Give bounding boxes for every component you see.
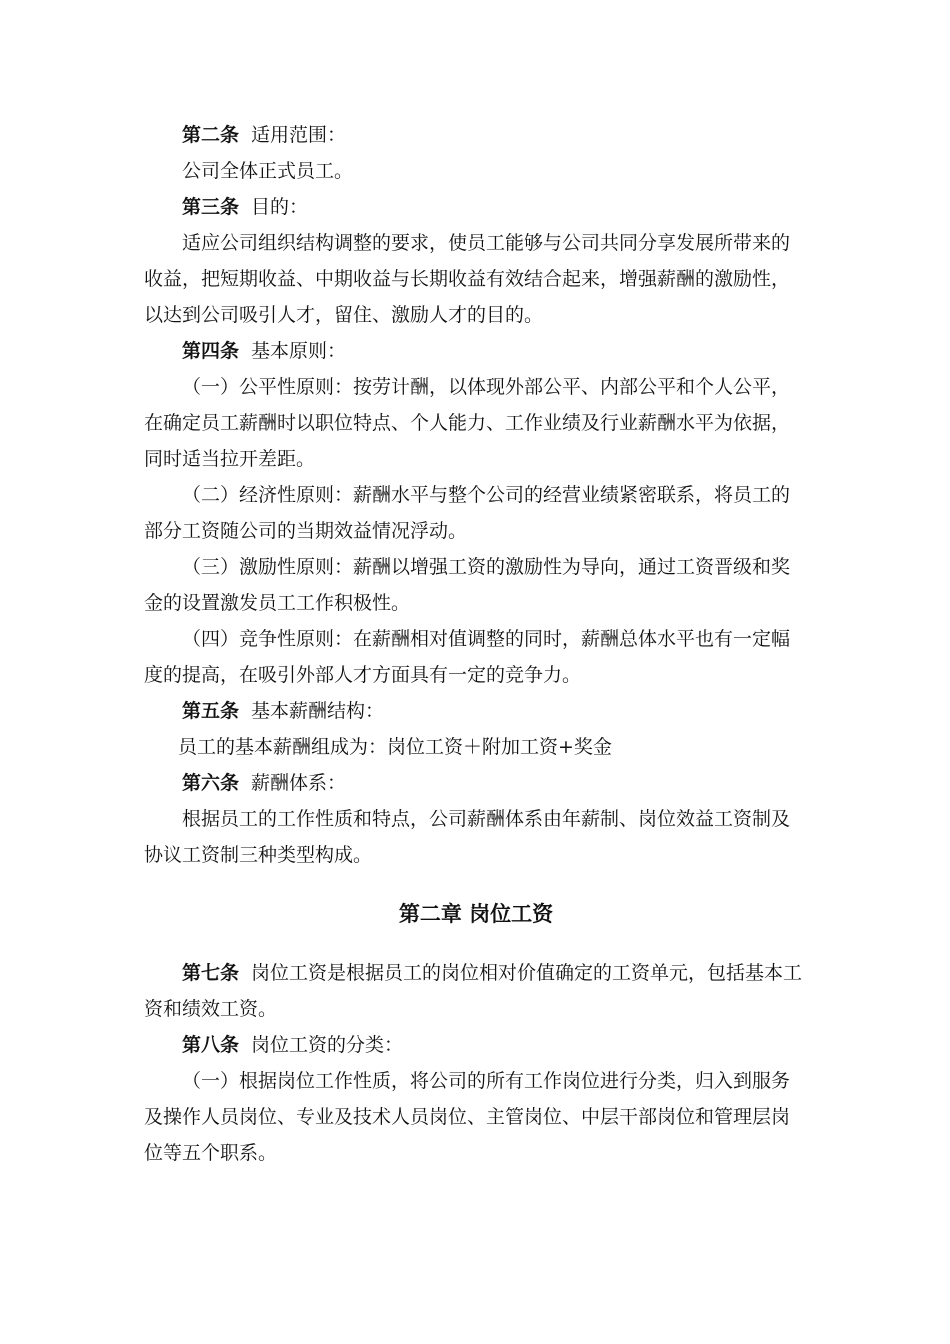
economy-principle-paragraph: （二）经济性原则：薪酬水平与整个公司的经营业绩紧密联系，将员工的部分工资随公司的当期效益情况浮动。	[144, 484, 791, 542]
article-7-label: 第七条	[182, 962, 240, 984]
article-7-paragraph	[144, 955, 808, 1027]
article-5-label: 第五条	[182, 700, 240, 722]
purpose-paragraph: 适应公司组织结构调整的要求，使员工能够与公司共同分享发展所带来的收益，把短期收益、中期收益与长期收益有效结合起来，增强薪酬的激励性，以达到公司吸引人才，留住、激励人才的目的。	[144, 232, 791, 326]
chapter-2-title: 第二章 岗位工资	[398, 901, 554, 926]
fairness-principle-paragraph: （一）公平性原则：按劳计酬，以体现外部公平、内部公平和个人公平，在确定员工薪酬时以职位特点、个人能力、工作业绩及行业薪酬水平为依据，同时适当拉开差距。	[144, 376, 791, 470]
article-8-title: 岗位工资的分类：	[251, 1034, 404, 1056]
article-4-heading	[144, 333, 808, 369]
salary-system-paragraph: 根据员工的工作性质和特点，公司薪酬体系由年薪制、岗位效益工资制及协议工资制三种类型构成。	[144, 808, 791, 866]
article-8-heading	[144, 1027, 808, 1063]
article-3-label: 第三条	[182, 196, 240, 218]
article-4-label: 第四条	[182, 340, 240, 362]
article-5-title: 基本薪酬结构：	[251, 700, 385, 722]
article-7-text: 岗位工资是根据员工的岗位相对价值确定的工资单元，包括基本工资和绩效工资。	[144, 962, 803, 1020]
article-6-title: 薪酬体系：	[251, 772, 347, 794]
incentive-principle-paragraph: （三）激励性原则：薪酬以增强工资的激励性为导向，通过工资晋级和奖金的设置激发员工工作积极性。	[144, 556, 791, 614]
article-3-heading	[144, 189, 808, 225]
competition-principle-paragraph: （四）竞争性原则：在薪酬相对值调整的同时，薪酬总体水平也有一定幅度的提高，在吸引外部人才方面具有一定的竞争力。	[144, 628, 791, 686]
article-2-label: 第二条	[182, 124, 240, 146]
article-3-title: 目的：	[251, 196, 309, 218]
article-6-label: 第六条	[182, 772, 240, 794]
salary-structure-paragraph: 员工的基本薪酬组成为：岗位工资＋附加工资+奖金	[178, 736, 612, 758]
document-body	[144, 117, 808, 1171]
position-classification-paragraph: （一）根据岗位工作性质，将公司的所有工作岗位进行分类，归入到服务及操作人员岗位、专业及技术人员岗位、主管岗位、中层干部岗位和管理层岗位等五个职系。	[144, 1070, 791, 1164]
article-6-heading	[144, 765, 808, 801]
article-2-heading	[144, 117, 808, 153]
scope-paragraph: 公司全体正式员工。	[182, 160, 354, 182]
article-4-title: 基本原则：	[251, 340, 347, 362]
article-8-label: 第八条	[182, 1034, 240, 1056]
article-5-heading	[144, 693, 808, 729]
article-2-title: 适用范围：	[251, 124, 347, 146]
